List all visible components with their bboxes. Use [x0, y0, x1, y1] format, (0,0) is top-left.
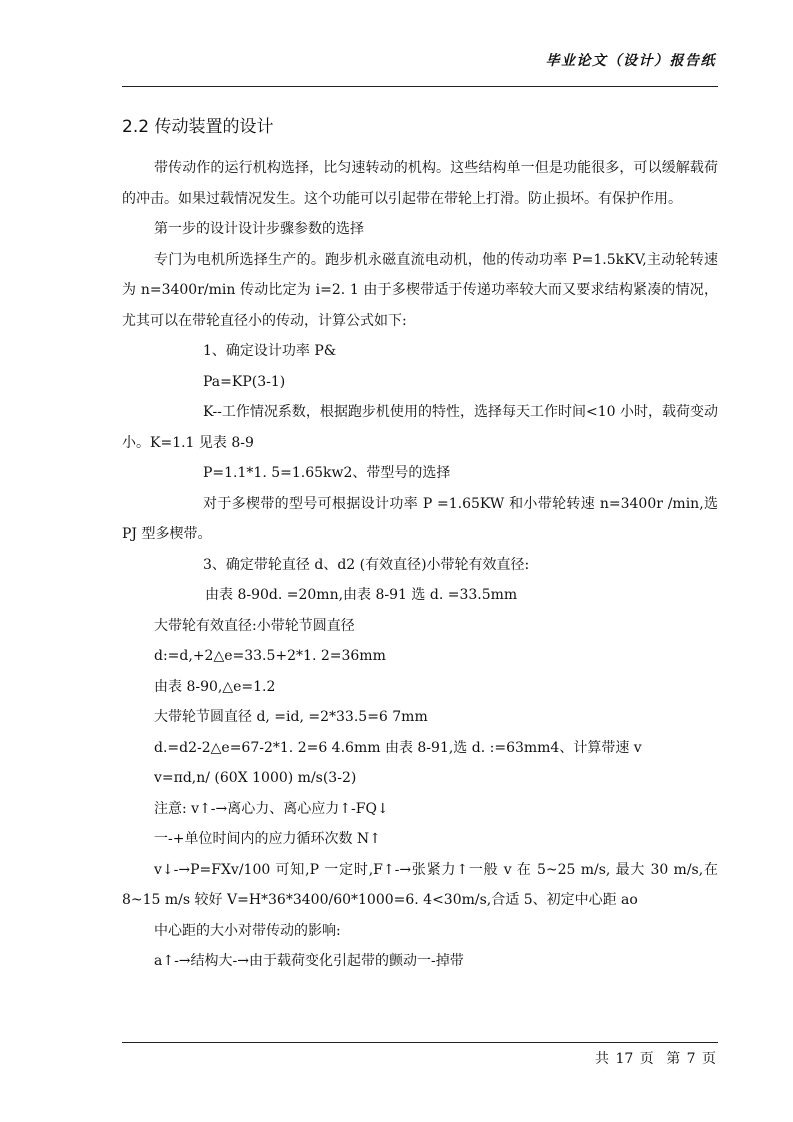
page-header-title: 毕业论文（设计）报告纸 [545, 53, 716, 69]
formula: P=1.1*1. 5=1.65kw2、带型号的选择 [203, 465, 451, 481]
list-item: 1、确定设计功率 P& [203, 343, 337, 359]
paragraph: K--工作情况系数，根据跑步机使用的特性，选择每天工作时间<10 小时，载荷变动小。K=1.1 见表 8-9 [122, 404, 718, 451]
paragraph: 对于多楔带的型号可根据设计功率 P =1.65KW 和小带轮转速 n=3400r /min,选 PJ 型多楔带。 [122, 495, 718, 542]
formula: 一-+单位时间内的应力循环次数 N↑ [154, 831, 381, 847]
formula: a↑-→结构大-→由于载荷变化引起带的颤动一-掉带 [154, 953, 464, 969]
formula: 由表 8-90d. =20mn,由表 8-91 选 d. =33.5mm [205, 587, 518, 603]
section-heading: 2.2 传动装置的设计 [122, 117, 274, 137]
formula: Pa=KP(3-1) [203, 373, 286, 390]
total-pages: 共 17 页 [595, 1051, 654, 1067]
body-text [122, 153, 718, 977]
paragraph: v↓-→P=FXv/100 可知,P 一定时,F↑-→张紧力↑一般 v 在 5~25 m/s, 最大 30 m/s,在 8~15 m/s 较好 V=H*36*3400/60*1000=6. 4<30m/s,合适 5、初定中心距 ao [122, 861, 718, 908]
formula: 由表 8-90,△e=1.2 [154, 678, 276, 695]
page-number: 第 7 页 [666, 1051, 716, 1067]
paragraph: 大带轮有效直径:小带轮节圆直径 [154, 617, 355, 634]
paragraph: 中心距的大小对带传动的影响: [154, 922, 341, 939]
formula: v=πd,n/ (60X 1000) m/s(3-2) [154, 770, 357, 786]
paragraph: 第一步的设计设计步骤参数的选择 [154, 221, 364, 237]
formula: d:=d,+2△e=33.5+2*1. 2=36mm [154, 648, 386, 664]
page-footer [589, 1048, 716, 1068]
footer-rule [122, 1042, 718, 1043]
paragraph: 专门为电机所选择生产的。跑步机永磁直流电动机，他的传动功率 P=1.5kKV,主动轮转速为 n=3400r/min 传动比定为 i=2. 1 由于多楔带适于传递功率较大而又要求结构紧凑的情况，尤其可以在带轮直径小的传动，计算公式如下: [122, 251, 718, 329]
list-item: 3、确定带轮直径 d、d2 (有效直径)小带轮有效直径: [203, 556, 530, 573]
paragraph: 带传动作的运行机构选择，比匀速转动的机构。这些结构单一但是功能很多，可以缓解载荷的冲击。如果过载情况发生。这个功能可以引起带在带轮上打滑。防止损坏。有保护作用。 [122, 160, 718, 207]
formula: d.=d2-2△e=67-2*1. 2=6 4.6mm 由表 8-91,选 d. :=63mm4、计算带速 v [154, 739, 642, 756]
formula: 大带轮节圆直径 d, =id, =2*33.5=6 7mm [154, 709, 428, 725]
header-rule [122, 86, 718, 87]
formula: 注意: v↑-→离心力、离心应力↑-FQ↓ [154, 800, 389, 817]
